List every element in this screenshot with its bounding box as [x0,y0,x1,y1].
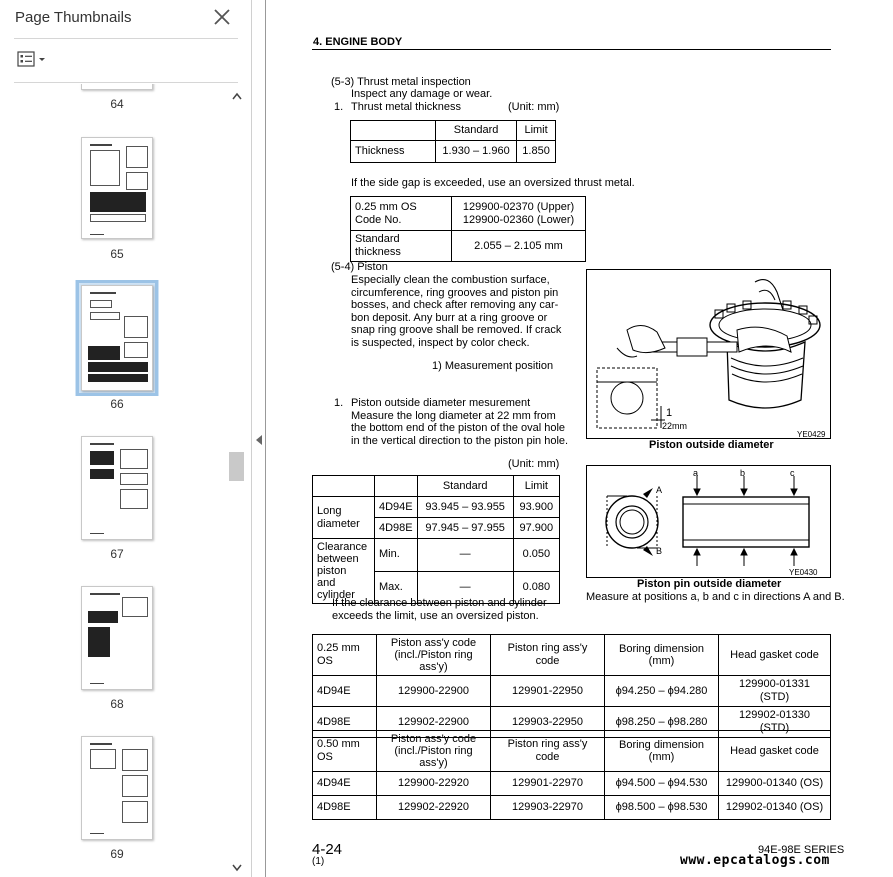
s53-unit: (Unit: mm) [508,101,560,113]
fig1-caption: Piston outside diameter [649,439,774,451]
os025-h4: Head gasket code [719,635,831,676]
divider [14,82,238,83]
os-050-table [312,730,831,820]
std-4d94e: 93.945 – 93.955 [417,497,513,518]
fig2-label-A: A [656,485,663,495]
page-number-label: 64 [110,97,124,111]
fig1-label-mm: 22mm [662,421,688,431]
os050-h0: 0.50 mm OS [313,731,377,772]
clearance-label-c: and cylinder [317,577,355,601]
s54-item-num: 1. [334,397,344,409]
section-header: 4. ENGINE BODY [313,36,403,48]
os025-r1-c3: ϕ98.250 – ϕ98.280 [605,707,719,738]
thumbnail-page-67[interactable] [81,436,153,540]
s54-item-body-3: in the vertical direction to the piston pin hole. [351,435,569,447]
thumbnail-page-68[interactable] [81,586,153,690]
thumbnail-options-button[interactable] [17,50,49,70]
thrust-os-table [350,196,586,262]
min-value: 0.050 [513,539,559,572]
std-thickness-label: Standard thickness [351,231,452,262]
fig1-label-num: 1 [666,407,673,419]
os-label-a: 0.25 mm OS [355,200,417,213]
os050-r1-c0: 4D98E [313,796,377,820]
cell-standard: 1.930 – 1.960 [436,141,517,163]
std-4d98e: 97.945 – 97.955 [417,518,513,539]
long-label-a: Long [317,504,342,517]
os025-r1-c0: 4D98E [313,707,377,738]
page-number-label: 69 [110,847,124,861]
os050-r0-c1: 129900-22920 [377,772,491,796]
os025-r1-c4: 129902-01330 (STD) [719,707,831,738]
piston-diameter-table [312,475,560,604]
limit-4d94e: 93.900 [513,497,559,518]
os025-r0-c0: 4D94E [313,676,377,707]
os050-r1-c4: 129902-01340 (OS) [719,796,831,820]
os050-h2: Piston ring ass'y code [491,731,605,772]
os050-h1: Piston ass'y code (incl./Piston ring ass'y) [377,731,491,772]
clearance-label-b: between piston [317,553,359,577]
os050-r1-c1: 129902-22920 [377,796,491,820]
s54-item-body-1: Measure the long diameter at 22 mm from [351,410,556,422]
row-label: Thickness [351,141,436,163]
footer-series: 94E-98E SERIES [758,844,845,856]
os025-r1-c2: 129903-22950 [491,707,605,738]
thrust-metal-table [350,120,556,163]
s54-item-body-2: the bottom end of the piston of the oval hole [351,422,566,434]
s54-body-4: bon deposit. Any burr at a ring groove or [351,312,548,324]
piston-micrometer-illustration [587,270,830,438]
fig2-label-c: c [790,468,795,478]
footer-sub: (1) [312,856,325,867]
os025-h1: Piston ass'y code (incl./Piston ring ass'y) [377,635,491,676]
fig2-label-B: B [656,546,663,556]
os050-r0-c2: 129901-22970 [491,772,605,796]
thumbnail-page-65[interactable] [81,137,153,239]
side-gap-note: If the side gap is exceeded, use an oversized thrust metal. [351,177,635,189]
s54-body-3: bosses, and check after removing any car- [351,299,559,311]
s53-line1: Inspect any damage or wear. [351,88,493,100]
os050-r1-c3: ϕ98.500 – ϕ98.530 [605,796,719,820]
th-limit: Limit [517,121,556,141]
min-dash: — [417,539,513,572]
thumbnail-page-66[interactable] [81,285,153,391]
os-code-lower: 129900-02360 (Lower) [462,213,575,226]
os025-h0: 0.25 mm OS [313,635,377,676]
limit-4d98e: 97.900 [513,518,559,539]
model-4d98e: 4D98E [375,518,418,539]
piston-outside-diameter-figure [586,269,831,439]
os025-r0-c3: ϕ94.250 – ϕ94.280 [605,676,719,707]
thumbnail-page-64[interactable] [81,84,153,90]
page-number-label: 66 [110,397,124,411]
list-options-icon [17,50,49,70]
s54-heading: (5-4) Piston [331,261,388,273]
collapse-panel-icon[interactable] [255,434,263,449]
page-number-label: 65 [110,247,124,261]
os050-h4: Head gasket code [719,731,831,772]
max-label: Max. [375,571,418,604]
s53-item-label: Thrust metal thickness [351,101,462,113]
document-page [267,0,893,877]
s54-body-1: Especially clean the combustion surface, [351,274,550,286]
clearance-note-1: If the clearance between piston and cylinder [332,597,547,609]
piston-pin-figure [586,465,831,578]
divider [14,38,238,39]
os025-h2: Piston ring ass'y code [491,635,605,676]
s54-body-5: snap ring groove shall be removed. If crack [351,324,562,336]
thumbnail-page-69[interactable] [81,736,153,840]
scroll-up-arrow-icon[interactable] [231,92,242,102]
os-label-b: Code No. [355,213,402,226]
fig2-label-a: a [693,468,699,478]
os050-r0-c3: ϕ94.500 – ϕ94.530 [605,772,719,796]
clearance-note-2: exceeds the limit, use an oversized piston. [332,610,539,622]
footer-page-number: 4-24 [312,841,343,858]
os050-h3: Boring dimension (mm) [605,731,719,772]
os025-r0-c1: 129900-22900 [377,676,491,707]
page-thumbnails-panel [0,0,252,877]
fig2-caption: Piston pin outside diameter [637,578,782,590]
os050-r0-c4: 129900-01340 (OS) [719,772,831,796]
os050-r1-c2: 129903-22970 [491,796,605,820]
cell-limit: 1.850 [517,141,556,163]
min-label: Min. [375,539,418,572]
fig1-code: YE0429 [797,430,826,439]
panel-title: Page Thumbnails [15,9,132,26]
os025-r1-c1: 129902-22900 [377,707,491,738]
th-limit: Limit [513,476,559,497]
os-code-upper: 129900-02370 (Upper) [462,200,575,213]
s54-item-label: Piston outside diameter mesurement [351,397,531,409]
clearance-label-a: Clearance [317,541,368,553]
std-thickness-value: 2.055 – 2.105 mm [452,231,586,262]
os025-r0-c2: 129901-22950 [491,676,605,707]
s54-body-6: is suspected, inspect by color check. [351,337,530,349]
fig2-label-b: b [740,468,746,478]
long-label-b: diameter [317,517,360,530]
scroll-down-arrow-icon[interactable] [231,864,242,874]
page-number-label: 67 [110,547,124,561]
fig2-caption-2: Measure at positions a, b and c in directions A and B. [586,591,845,603]
os-025-table [312,634,831,738]
scrollbar-thumb[interactable] [229,452,244,481]
s53-heading: (5-3) Thrust metal inspection [331,76,471,88]
thumbnail-list [0,84,228,877]
s54-body-2: circumference, ring grooves and piston pin [351,287,559,299]
close-icon[interactable] [212,7,232,27]
page-number-label: 68 [110,697,124,711]
th-standard: Standard [436,121,517,141]
model-4d94e: 4D94E [375,497,418,518]
measurement-position: 1) Measurement position [432,360,554,372]
s53-item-num: 1. [334,101,344,113]
max-value: 0.080 [513,571,559,604]
max-dash: — [417,571,513,604]
watermark-url: www.epcatalogs.com [680,853,830,868]
os050-r0-c0: 4D94E [313,772,377,796]
fig2-code: YE0430 [789,568,818,577]
th-standard: Standard [417,476,513,497]
header-rule [312,49,831,50]
os025-r0-c4: 129900-01331 (STD) [719,676,831,707]
os025-h3: Boring dimension (mm) [605,635,719,676]
s54-unit: (Unit: mm) [508,458,560,470]
piston-pin-illustration [587,466,830,577]
